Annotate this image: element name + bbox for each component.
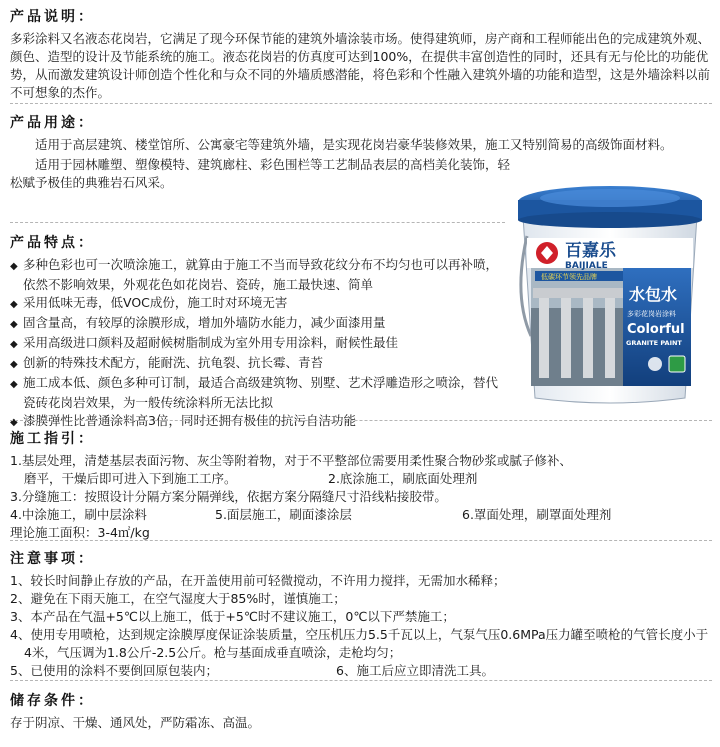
precautions-section [10, 548, 712, 680]
diamond-bullet-icon: ◆ [10, 359, 18, 370]
diamond-bullet-icon: ◆ [10, 379, 18, 390]
product-bucket-image [505, 176, 715, 406]
guide-step-2: 2.底涂施工，刷底面处理剂 [328, 471, 478, 486]
feature-item: ◆ 施工成本低、颜色多种可订制，最适合高级建筑物、别墅、艺术浮雕造形之喷涂，替代瓷砖花岗岩效果，为一般传统涂料所无法比拟 [10, 375, 499, 410]
product-subtitle: 多彩花岗岩涂料 [627, 310, 676, 318]
guide-step-6: 6.罩面处理，刷罩面处理剂 [462, 507, 612, 522]
storage-heading: 储存条件： [10, 693, 95, 709]
guide-heading: 施工指引： [10, 431, 95, 447]
brand-tagline: 低碳环节领先品牌 [541, 273, 597, 281]
usage-paragraph-1: 适用于高层建筑、楼堂馆所、公寓豪宅等建筑外墙，是实现花岗岩豪华装修效果，施工又特别简易的高级饰面材料。 [35, 137, 673, 152]
guide-step-5: 5.面层施工，刷面漆涂层 [215, 507, 352, 522]
usage-paragraph-2: 适用于园林雕塑、塑像模特、建筑廊柱、彩色围栏等工艺制品表层的高档美化装饰，轻松赋予极佳的典雅岩石风采。 [10, 157, 511, 190]
notes-5-6 [10, 662, 712, 680]
diamond-bullet-icon: ◆ [10, 339, 18, 350]
note-1: 1、较长时间静止存放的产品，在开盖使用前可轻微搅动，不许用力搅拌，无需加水稀释； [10, 573, 506, 588]
guide-step-1-cont: 磨平，干燥后即可进入下到施工工序。 2.底涂施工，刷底面处理剂 [24, 471, 478, 486]
guide-step-3: 3.分缝施工：按照设计分隔方案分隔弹线，依据方案分隔缝尺寸沿线粘接胶带。 [10, 489, 447, 504]
divider [10, 222, 505, 223]
features-heading: 产品特点： [10, 235, 95, 251]
divider [10, 420, 712, 421]
note-5: 5、已使用的涂料不要倒回原包装内； [10, 663, 218, 678]
cert-badge-icon [648, 357, 662, 371]
notes-heading: 注意事项： [10, 551, 95, 567]
feature-item: ◆ 采用高级进口颜料及超耐候树脂制成为室外用专用涂料，耐候性最佳 [10, 334, 505, 354]
note-4: 4、使用专用喷枪，达到规定涂膜厚度保证涂装质量，空压机压力5.5千瓦以上，气泵气压0.6MPa压力罐至喷枪的气管长度小于4米，气压调为1.8公斤-2.5公斤。枪与基面成垂直喷涂，走枪均匀； [10, 627, 709, 660]
diamond-bullet-icon: ◆ [10, 417, 18, 428]
note-3: 3、本产品在气温+5℃以上施工，低于+5℃时不建议施工，0℃以下严禁施工； [10, 609, 455, 624]
storage-section [10, 690, 712, 732]
note-6: 6、施工后应立即清洗工具。 [336, 663, 494, 678]
brand-name-en: BAIJIALE [565, 261, 608, 271]
diamond-bullet-icon: ◆ [10, 299, 18, 310]
guide-steps-4-6 [10, 506, 712, 524]
product-name-cn: 水包水 [629, 285, 678, 304]
feature-item: ◆ 漆膜弹性比普通涂料高3倍，同时还拥有极佳的抗污自洁功能 [10, 412, 505, 432]
description-heading: 产品说明： [10, 9, 95, 25]
feature-item: ◆ 创新的特殊技术配方，能耐洗、抗龟裂、抗长霉、青苔 [10, 354, 505, 374]
diamond-bullet-icon: ◆ [10, 319, 18, 330]
description-text: 多彩涂料又名液态花岗岩，它满足了现今环保节能的建筑外墙涂装市场。使得建筑师，房产商和工程师能出色的完成建筑外观、颜色、造型的设计及节能系统的施工。液态花岗岩的仿真度可达到100%，在提供丰富创造性的同时，还具有无与伦比的功能优势，从而激发建筑设计师创造个性化和与众不同的外墙质感潜能，将色彩和个性融入建筑外墙的功能和造型，这是外墙涂料以前不可想象的杰作。 [10, 31, 711, 100]
divider [10, 103, 712, 104]
product-name-en: Colorful [627, 322, 685, 337]
construction-guide-section [10, 428, 712, 542]
feature-item: ◆ 多种色彩也可一次喷涂施工，就算由于施工不当而导致花纹分布不均匀也可以再补喷，依然不影响效果，外观花色如花岗岩、瓷砖，施工最快速、简单 [10, 257, 499, 292]
product-usage-section [10, 112, 673, 192]
product-name-en-2: GRANITE PAINT [626, 339, 682, 347]
diamond-bullet-icon: ◆ [10, 261, 18, 272]
feature-item: ◆ 固含量高，有较厚的涂膜形成，增加外墙防水能力，减少面漆用量 [10, 314, 505, 334]
guide-coverage: 理论施工面积：3-4㎡/kg [10, 525, 150, 540]
usage-heading: 产品用途： [10, 115, 95, 131]
divider [10, 540, 712, 541]
divider [10, 680, 712, 681]
guide-step-4: 4.中涂施工，刷中层涂料 [10, 507, 147, 522]
bucket-drawing [505, 176, 715, 406]
storage-text: 存于阴凉、干燥、通风处，严防霜冻、高温。 [10, 715, 261, 730]
eco-badge-icon [669, 356, 685, 372]
feature-item: ◆ 采用低味无毒，低VOC成份，施工时对环境无害 [10, 294, 505, 314]
brand-name-cn: 百嘉乐 [565, 241, 616, 261]
note-2: 2、避免在下雨天施工，在空气湿度大于85%时，谨慎施工； [10, 591, 346, 606]
product-description-section [10, 6, 712, 102]
guide-step-1: 1.基层处理，清楚基层表面污物、灰尘等附着物，对于不平整部位需要用柔性聚合物砂浆或腻子修补、 [10, 453, 572, 468]
product-features-section [10, 232, 505, 432]
